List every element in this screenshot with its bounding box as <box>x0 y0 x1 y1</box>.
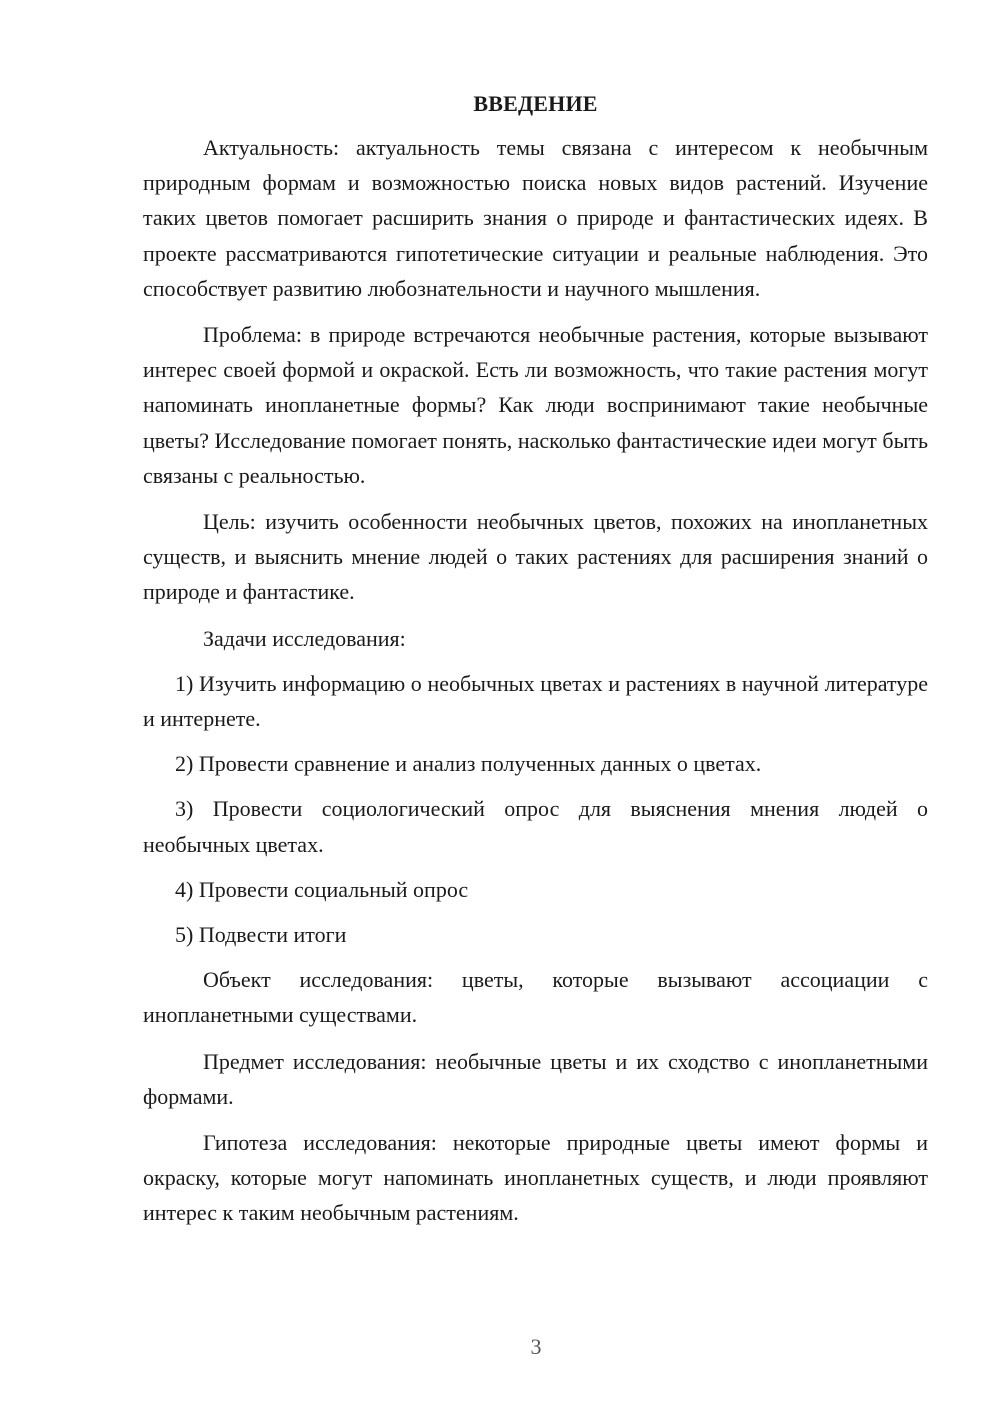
hypothesis-paragraph: Гипотеза исследования: некоторые природные цветы имеют формы и окраску, которые могут напоминать инопланетных существ, и люди проявляют интерес к таким необычным растениям. <box>143 1130 928 1226</box>
task-item-1: 1) Изучить информацию о необычных цветах и растениях в научной литературе и интернете. <box>143 670 928 732</box>
task-item-4: 4) Провести социальный опрос <box>175 876 469 902</box>
task-item-3: 3) Провести социологический опрос для выяснения мнения людей о необычных цветах. <box>143 796 928 857</box>
goal-paragraph: Цель: изучить особенности необычных цветов, похожих на инопланетных существ, и выяснить мнение людей о таких растениях для расширения знаний о природе и фантастике. <box>143 509 928 605</box>
subject-paragraph: Предмет исследования: необычные цветы и их сходство с инопланетными формами. <box>143 1048 928 1109</box>
tasks-heading: Задачи исследования: <box>203 625 406 651</box>
object-paragraph: Объект исследования: цветы, которые вызывают ассоциации с инопланетными существами. <box>143 967 928 1028</box>
task-item-2: 2) Провести сравнение и анализ полученных данных о цветах. <box>175 751 762 777</box>
page-content <box>143 88 928 1242</box>
task-item-5: 5) Подвести итоги <box>175 922 347 948</box>
relevance-paragraph: Актуальность: актуальность темы связана с интересом к необычным природным формам и возможностью поиска новых видов растений. Изучение таких цветов помогает расширить знания о природе и фантастических идеях. В проекте рассматриваются гипотетические ситуации и реальные наблюдения. Это способствует развитию любознательности и научного мышления. <box>143 135 928 301</box>
page-number: 3 <box>530 1334 542 1359</box>
section-title: ВВЕДЕНИЕ <box>473 91 598 116</box>
problem-paragraph: Проблема: в природе встречаются необычные растения, которые вызывают интерес своей формой и окраской. Есть ли возможность, что такие растения могут напоминать инопланетные формы? Как люди воспринимают такие необычные цветы? Исследование помогает понять, насколько фантастические идеи могут быть связаны с реальностью. <box>143 322 928 488</box>
